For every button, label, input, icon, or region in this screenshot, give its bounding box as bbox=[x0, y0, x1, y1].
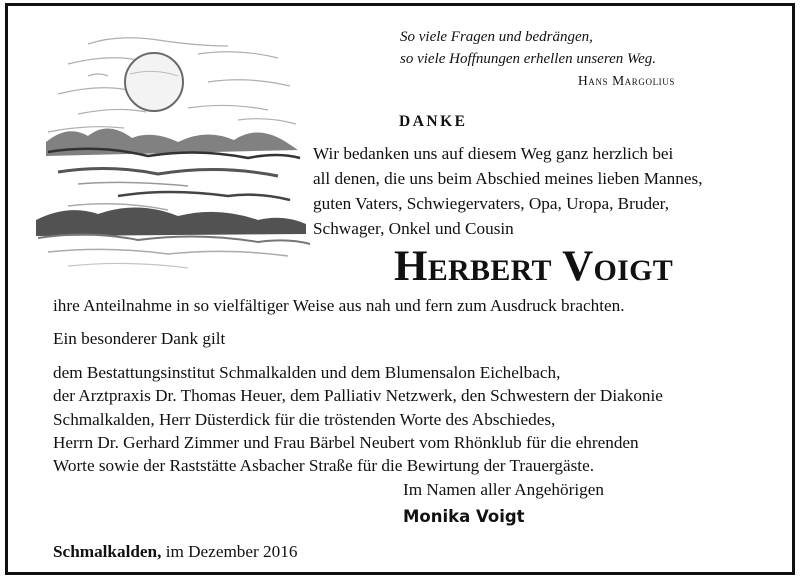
danke-heading: DANKE bbox=[399, 113, 468, 130]
intro-line: Schwager, Onkel und Cousin bbox=[313, 219, 514, 238]
intro-line: all denen, die uns beim Abschied meines lieben Mannes, bbox=[313, 169, 703, 188]
deceased-name: Herbert Voigt bbox=[394, 243, 674, 290]
sun-shape bbox=[125, 53, 183, 111]
place-name: Schmalkalden, bbox=[53, 542, 162, 561]
intro-text bbox=[313, 141, 783, 241]
body-line: der Arztpraxis Dr. Thomas Heuer, dem Palliativ Netzwerk, den Schwestern der Diakonie bbox=[53, 386, 663, 406]
quote-block bbox=[400, 26, 720, 92]
hills-shape bbox=[46, 128, 298, 156]
body-text bbox=[53, 294, 793, 478]
place-date bbox=[53, 542, 297, 562]
body-line: Herrn Dr. Gerhard Zimmer und Frau Bärbel Neubert vom Rhönklub für die ehrenden bbox=[53, 433, 639, 453]
body-line: Worte sowie der Raststätte Asbacher Straße für die Bewirtung der Trauergäste. bbox=[53, 456, 594, 476]
body-line: Schmalkalden, Herr Düsterdick für die tröstenden Worte des Abschiedes, bbox=[53, 409, 556, 429]
quote-author: Hans Margolius bbox=[577, 73, 675, 88]
shore-shape bbox=[36, 207, 306, 236]
intro-line: guten Vaters, Schwiegervaters, Opa, Uropa, Bruder, bbox=[313, 194, 670, 213]
quote-line: So viele Fragen und bedrängen, bbox=[400, 29, 593, 45]
body-line: dem Bestattungsinstitut Schmalkalden und dem Blumensalon Eichelbach, bbox=[53, 362, 561, 382]
obituary-card bbox=[5, 3, 795, 575]
body-line: ihre Anteilnahme in so vielfältiger Weise aus nah und fern zum Ausdruck brachten. bbox=[53, 296, 625, 315]
date-text: im Dezember 2016 bbox=[165, 542, 298, 561]
signature-prefix: Im Namen aller Angehörigen bbox=[403, 480, 604, 499]
signer-name: Monika Voigt bbox=[403, 507, 525, 526]
quote-line: so viele Hoffnungen erhellen unseren Weg. bbox=[400, 51, 657, 67]
landscape-sketch-illustration bbox=[28, 24, 318, 282]
signature-block bbox=[403, 476, 604, 530]
body-line: Ein besonderer Dank gilt bbox=[53, 329, 226, 349]
intro-line: Wir bedanken uns auf diesem Weg ganz herzlich bei bbox=[313, 144, 674, 163]
